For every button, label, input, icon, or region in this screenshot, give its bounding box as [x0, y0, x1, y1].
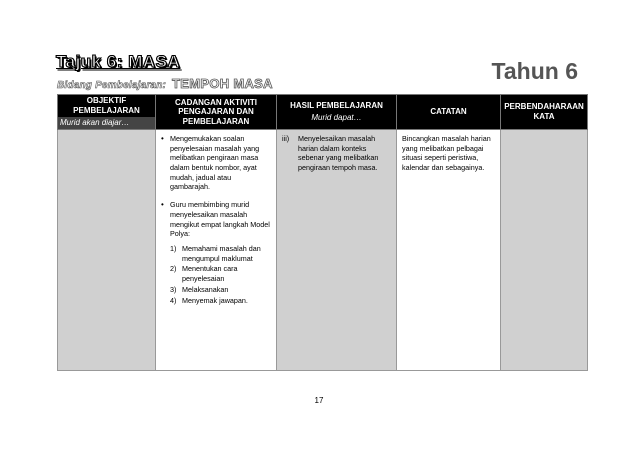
list-item [170, 296, 271, 306]
step-number: 3) [170, 284, 177, 294]
polya-steps [170, 244, 271, 305]
list-item [170, 244, 271, 263]
activity-text: Mengemukakan soalan penyelesaian masalah yang melibatkan pengiraan masa dalam bentuk nombor, ayat mudah, jadual atau gambarajah. [170, 133, 260, 192]
table-header-row [58, 95, 588, 130]
outcome-numeral: iii) [282, 133, 290, 143]
notes-cell [397, 129, 501, 370]
table-row [58, 129, 588, 370]
column-title: CADANGAN AKTIVITI PENGAJARAN DAN PEMBELAJARAN [175, 97, 257, 126]
activities-cell [156, 129, 277, 370]
step-text: Menentukan cara penyelesaian [182, 264, 238, 284]
column-title: CATATAN [430, 107, 467, 117]
step-number: 2) [170, 264, 177, 274]
column-header-objectives [58, 95, 156, 130]
step-text: Memahami masalah dan mengumpul maklumat [182, 243, 261, 263]
year-title: Tahun 6 [491, 58, 578, 84]
page-number: 17 [314, 396, 324, 405]
column-title: OBJEKTIF PEMBELAJARAN [73, 96, 140, 115]
list-item [170, 264, 271, 283]
bullet-icon: • [161, 133, 164, 143]
notes-text: Bincangkan masalah harian yang melibatkan pelbagai situasi seperti peristiwa, kalendar dan sebagainya. [402, 133, 491, 172]
curriculum-table [57, 94, 588, 371]
learning-area-label: Bidang Pembelajaran: [57, 80, 167, 91]
column-subtitle: Murid dapat… [311, 112, 362, 122]
step-text: Melaksanakan [182, 284, 229, 294]
column-subtitle: Murid akan diajar… [58, 117, 155, 129]
step-number: 4) [170, 295, 177, 305]
objectives-cell [58, 129, 156, 370]
bullet-icon: • [161, 200, 164, 210]
step-number: 1) [170, 243, 177, 253]
vocabulary-cell [501, 129, 588, 370]
column-header-outcomes [277, 95, 397, 130]
outcomes-cell [277, 129, 397, 370]
column-title: PERBENDAHARAAN KATA [504, 102, 584, 121]
column-header-vocabulary [501, 95, 588, 130]
topic-title: Tajuk 6: MASA [56, 52, 181, 71]
column-header-activities [156, 95, 277, 130]
step-text: Menyemak jawapan. [182, 295, 248, 305]
activity-item [161, 134, 271, 192]
outcome-text: Menyelesaikan masalah harian dalam konteks sebenar yang melibatkan pengiraan tempoh masa. [298, 133, 379, 172]
column-header-notes [397, 95, 501, 130]
activity-text: Guru membimbing murid menyelesaikan masalah mengikut empat langkah Model Polya: [170, 200, 270, 239]
column-title: HASIL PEMBELAJARAN [290, 101, 383, 111]
learning-area [57, 76, 273, 91]
list-item [170, 285, 271, 295]
learning-area-value: TEMPOH MASA [172, 76, 273, 91]
outcome-item [282, 134, 391, 173]
activity-item [161, 200, 271, 239]
